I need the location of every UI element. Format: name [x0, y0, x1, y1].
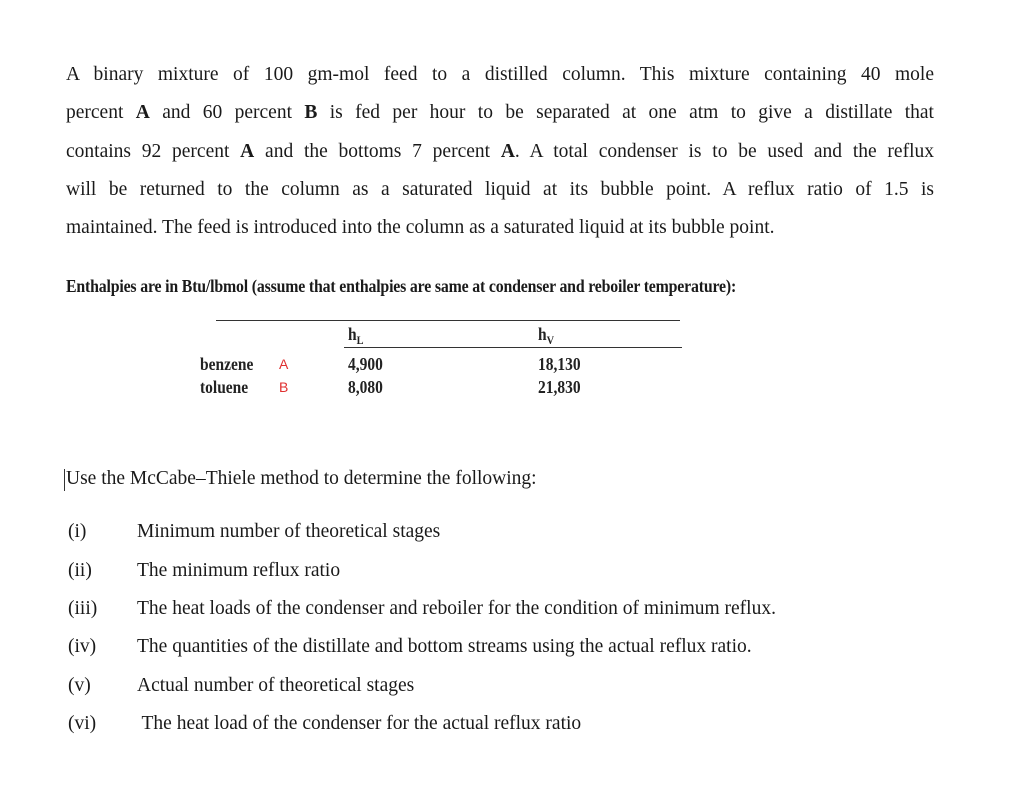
item-text-1: Minimum number of theoretical stages	[137, 521, 441, 542]
problem-line-5: maintained. The feed is introduced into the column as a saturated liquid at its bubble point.	[66, 217, 775, 239]
item-text-4: The quantities of the distillate and bottom streams using the actual reflux ratio.	[137, 636, 752, 657]
item-text-6: The heat load of the condenser for the actual reflux ratio	[137, 713, 582, 734]
enthalpy-heading: Enthalpies are in Btu/lbmol (assume that enthalpies are same at condenser and reboiler temperature):	[66, 276, 737, 296]
problem-line-3: contains 92 percent A and the bottoms 7 percent A. A total condenser is to be used and the reflux	[66, 140, 934, 162]
problem-line-4: will be returned to the column as a saturated liquid at its bubble point. A reflux ratio of 1.5 is	[66, 178, 934, 200]
column-header-hv: $h_V$	[538, 324, 555, 347]
item-number-1: (i)	[68, 521, 87, 542]
item-text-3: The heat loads of the condenser and reboiler for the condition of minimum reflux.	[137, 598, 776, 619]
row-tag-benzene: A	[279, 356, 289, 372]
item-text-2: The minimum reflux ratio	[137, 560, 341, 581]
cell-benzene-hv: 18,130	[538, 354, 581, 374]
row-name-toluene: toluene	[200, 377, 249, 397]
cell-benzene-hl: 4,900	[348, 354, 383, 374]
item-number-3: (iii)	[68, 598, 98, 619]
row-tag-toluene: B	[279, 379, 289, 395]
problem-line-1: A binary mixture of 100 gm-mol feed to a distilled column. This mixture containing 40 mole	[66, 64, 934, 85]
cell-toluene-hv: 21,830	[538, 377, 581, 397]
problem-line-2: percent A and 60 percent B is fed per hour to be separated at one atm to give a distillate that	[66, 102, 934, 124]
table-top-rule	[216, 320, 680, 321]
item-text-5: Actual number of theoretical stages	[137, 675, 415, 696]
cell-toluene-hl: 8,080	[348, 377, 383, 397]
item-number-6: (vi)	[68, 713, 97, 734]
problem-paragraph	[66, 56, 934, 247]
item-number-4: (iv)	[68, 636, 97, 657]
task-intro: Use the McCabe–Thiele method to determine the following:	[66, 468, 537, 489]
item-number-2: (ii)	[68, 560, 92, 581]
item-number-5: (v)	[68, 675, 91, 696]
table-header-rule	[344, 347, 682, 348]
row-name-benzene: benzene	[200, 354, 254, 374]
column-header-hl: $h_L$	[348, 324, 364, 347]
text-cursor	[64, 469, 65, 491]
